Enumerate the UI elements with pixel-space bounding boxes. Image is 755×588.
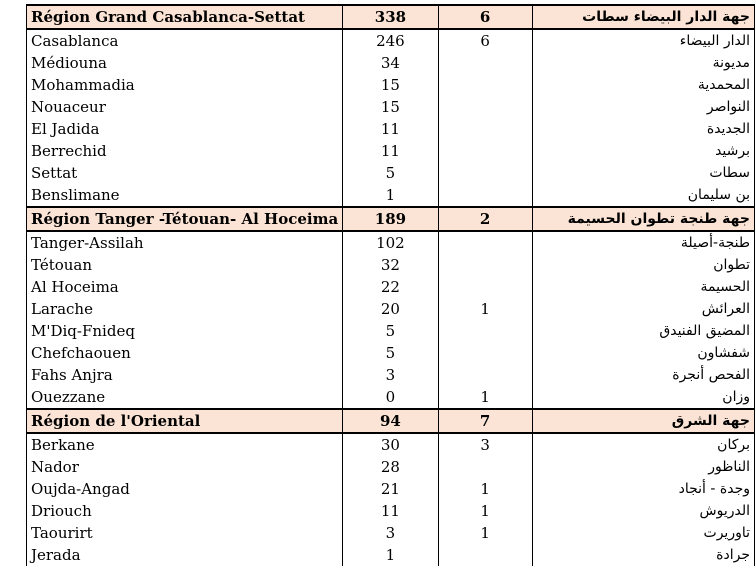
city-row — [27, 276, 755, 298]
city-cases: 20 — [343, 298, 438, 320]
regional-cases-table — [26, 4, 755, 566]
region-other: 2 — [438, 207, 532, 231]
city-row — [27, 500, 755, 522]
city-name-fr: Nador — [27, 456, 343, 478]
city-cases: 28 — [343, 456, 438, 478]
city-row — [27, 433, 755, 456]
city-name-fr: Settat — [27, 162, 343, 184]
city-name-ar: شفشاون — [532, 342, 754, 364]
city-name-fr: Fahs Anjra — [27, 364, 343, 386]
city-cases: 34 — [343, 52, 438, 74]
region-name-ar: جهة طنجة تطوان الحسيمة — [532, 207, 754, 231]
city-name-fr: Médiouna — [27, 52, 343, 74]
city-row — [27, 456, 755, 478]
city-row — [27, 231, 755, 254]
city-other: 1 — [438, 500, 532, 522]
city-name-fr: Benslimane — [27, 184, 343, 207]
city-other — [438, 96, 532, 118]
city-row — [27, 29, 755, 52]
city-name-ar: الفحص أنجرة — [532, 364, 754, 386]
city-other — [438, 231, 532, 254]
city-other: 6 — [438, 29, 532, 52]
city-row — [27, 522, 755, 544]
city-name-ar: الدريوش — [532, 500, 754, 522]
city-name-ar: طنجة-أصيلة — [532, 231, 754, 254]
city-row — [27, 364, 755, 386]
city-name-ar: وزان — [532, 386, 754, 409]
city-name-ar: الدار البيضاء — [532, 29, 754, 52]
city-name-fr: Jerada — [27, 544, 343, 566]
city-cases: 246 — [343, 29, 438, 52]
city-row — [27, 254, 755, 276]
region-name-fr: Région de l'Oriental — [27, 409, 343, 433]
city-name-ar: وجدة - أنجاد — [532, 478, 754, 500]
city-name-fr: Al Hoceima — [27, 276, 343, 298]
city-other — [438, 320, 532, 342]
city-name-fr: Mohammadia — [27, 74, 343, 96]
region-name-ar: جهة الشرق — [532, 409, 754, 433]
city-cases: 30 — [343, 433, 438, 456]
region-row — [27, 409, 755, 433]
city-name-fr: Chefchaouen — [27, 342, 343, 364]
city-name-fr: El Jadida — [27, 118, 343, 140]
city-name-ar: المحمدية — [532, 74, 754, 96]
city-cases: 102 — [343, 231, 438, 254]
city-name-fr: Ouezzane — [27, 386, 343, 409]
city-name-fr: Driouch — [27, 500, 343, 522]
city-name-fr: Berrechid — [27, 140, 343, 162]
city-cases: 15 — [343, 74, 438, 96]
city-name-ar: بركان — [532, 433, 754, 456]
city-cases: 22 — [343, 276, 438, 298]
city-other — [438, 544, 532, 566]
city-other — [438, 118, 532, 140]
region-row — [27, 5, 755, 29]
city-cases: 32 — [343, 254, 438, 276]
city-name-fr: Berkane — [27, 433, 343, 456]
region-name-fr: Région Grand Casablanca-Settat — [27, 5, 343, 29]
city-other — [438, 74, 532, 96]
city-other — [438, 342, 532, 364]
city-name-fr: Larache — [27, 298, 343, 320]
region-cases: 338 — [343, 5, 438, 29]
city-cases: 5 — [343, 162, 438, 184]
region-other: 7 — [438, 409, 532, 433]
city-name-ar: الجديدة — [532, 118, 754, 140]
city-name-fr: Tétouan — [27, 254, 343, 276]
city-name-ar: برشيد — [532, 140, 754, 162]
region-name-ar: جهة الدار البيضاء سطات — [532, 5, 754, 29]
city-row — [27, 184, 755, 207]
city-name-ar: جرادة — [532, 544, 754, 566]
city-cases: 1 — [343, 184, 438, 207]
city-row — [27, 386, 755, 409]
region-other: 6 — [438, 5, 532, 29]
city-row — [27, 162, 755, 184]
city-name-ar: المضيق الفنيدق — [532, 320, 754, 342]
city-name-fr: Tanger-Assilah — [27, 231, 343, 254]
city-name-ar: الناظور — [532, 456, 754, 478]
city-other — [438, 276, 532, 298]
city-name-ar: بن سليمان — [532, 184, 754, 207]
city-other: 1 — [438, 298, 532, 320]
city-row — [27, 320, 755, 342]
city-row — [27, 74, 755, 96]
city-cases: 1 — [343, 544, 438, 566]
city-name-ar: النواصر — [532, 96, 754, 118]
region-cases: 189 — [343, 207, 438, 231]
table-body — [27, 5, 755, 566]
city-row — [27, 140, 755, 162]
city-name-fr: Casablanca — [27, 29, 343, 52]
region-cases: 94 — [343, 409, 438, 433]
region-name-fr: Région Tanger -Tétouan- Al Hoceima — [27, 207, 343, 231]
city-other: 1 — [438, 386, 532, 409]
city-other — [438, 456, 532, 478]
city-name-fr: Nouaceur — [27, 96, 343, 118]
city-name-ar: سطات — [532, 162, 754, 184]
city-cases: 21 — [343, 478, 438, 500]
region-row — [27, 207, 755, 231]
city-cases: 5 — [343, 342, 438, 364]
city-other — [438, 364, 532, 386]
city-row — [27, 52, 755, 74]
city-cases: 15 — [343, 96, 438, 118]
city-other: 1 — [438, 522, 532, 544]
city-other — [438, 184, 532, 207]
city-cases: 0 — [343, 386, 438, 409]
city-name-fr: Oujda-Angad — [27, 478, 343, 500]
city-row — [27, 544, 755, 566]
city-row — [27, 342, 755, 364]
city-cases: 3 — [343, 364, 438, 386]
city-name-ar: الحسيمة — [532, 276, 754, 298]
city-name-ar: تطوان — [532, 254, 754, 276]
city-name-ar: العرائش — [532, 298, 754, 320]
city-row — [27, 96, 755, 118]
city-name-ar: تاوريرت — [532, 522, 754, 544]
city-other: 1 — [438, 478, 532, 500]
city-cases: 11 — [343, 500, 438, 522]
city-other: 3 — [438, 433, 532, 456]
city-row — [27, 118, 755, 140]
city-other — [438, 254, 532, 276]
city-row — [27, 298, 755, 320]
city-row — [27, 478, 755, 500]
city-name-fr: M'Diq-Fnideq — [27, 320, 343, 342]
city-cases: 5 — [343, 320, 438, 342]
city-cases: 3 — [343, 522, 438, 544]
city-name-ar: مديونة — [532, 52, 754, 74]
city-name-fr: Taourirt — [27, 522, 343, 544]
city-cases: 11 — [343, 140, 438, 162]
city-other — [438, 140, 532, 162]
city-cases: 11 — [343, 118, 438, 140]
city-other — [438, 162, 532, 184]
city-other — [438, 52, 532, 74]
